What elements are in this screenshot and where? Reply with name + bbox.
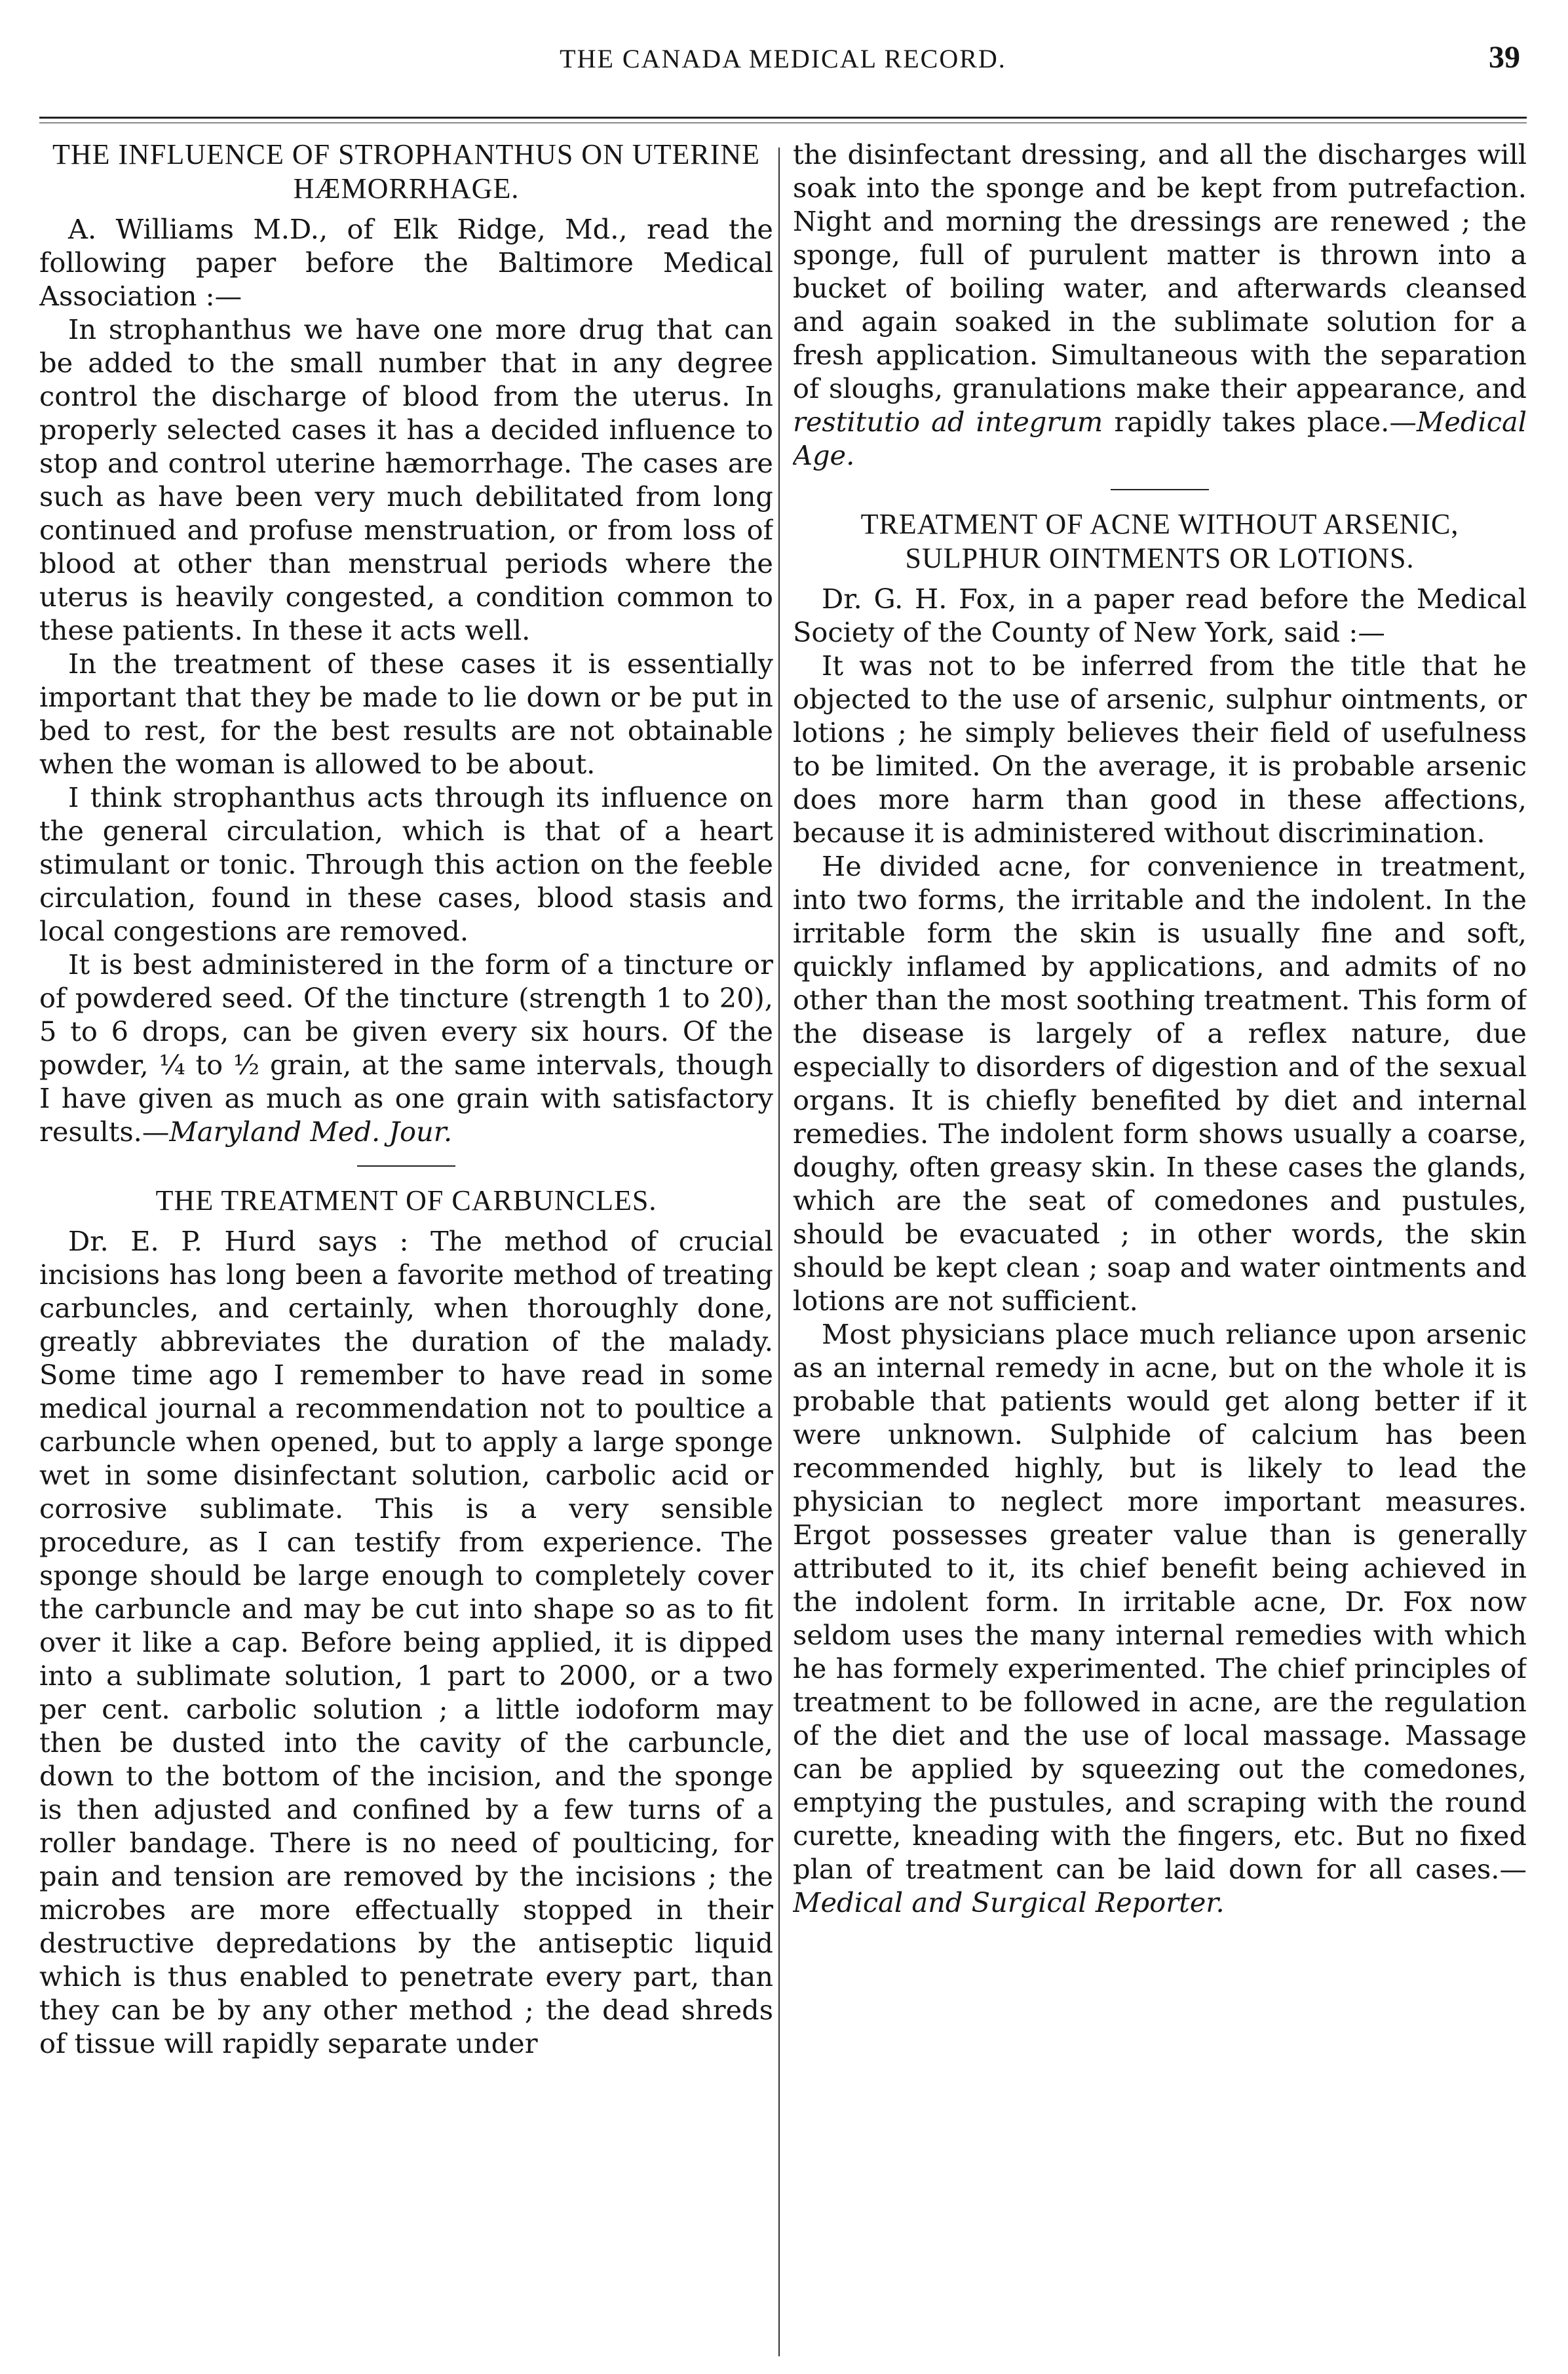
running-title: THE CANADA MEDICAL RECORD. <box>560 44 1006 73</box>
latin-phrase: restitutio ad integrum <box>793 406 1103 438</box>
paragraph: He divided acne, for convenience in treatment, into two forms, the irritable and the indolent. In the irritable form the skin is usually fine and soft, quickly inflamed by applications, and admits of no other than the most soothing treatment. This form of the disease is largely of a reflex nature, due especially to disorders of digestion and of the sexual organs. It is chiefly benefited by diet and internal remedies. The indolent form shows usually a coarse, doughy, often greasy skin. In these cases the glands, which are the seat of comedones and pustules, should be evacuated ; in other words, the skin should be kept clean ; soap and water ointments and lotions are not sufficient. <box>793 850 1527 1317</box>
article-title: THE TREATMENT OF CARBUNCLES. <box>155 1184 657 1216</box>
paragraph <box>793 138 1527 472</box>
page-number: 39 <box>1489 40 1520 75</box>
paragraph: A. Williams M.D., of Elk Ridge, Md., read the following paper before the Baltimore Medical Association :— <box>39 213 773 312</box>
paragraph: In the treatment of these cases it is essentially important that they be made to lie down or be put in bed to rest, for the best results are not obtainable when the woman is allowed to be about. <box>39 648 773 780</box>
paragraph: It was not to be inferred from the title that he objected to the use of arsenic, sulphur ointments, or lotions ; he simply believes their field of usefulness to be limited. On the average, it is probable arsenic does more harm than good in these affections, because it is administered without discrimination. <box>793 650 1527 849</box>
article-carbuncles <box>39 1184 773 2060</box>
column-divider <box>778 147 780 2356</box>
article-acne <box>793 507 1527 1919</box>
paragraph <box>793 1317 1527 1919</box>
section-separator <box>1111 489 1209 490</box>
article-carbuncles-continued <box>793 138 1527 472</box>
paragraph: I think strophanthus acts through its influence on the general circulation, which is that of a heart stimulant or tonic. Through this action on the feeble circulation, found in these cases, blood stasis and local congestions are removed. <box>39 781 773 947</box>
header-rule <box>39 117 1527 123</box>
source-citation: Medical Age. <box>793 406 1527 471</box>
paragraph-text: rapidly takes place.— <box>1114 406 1417 438</box>
paragraph: Dr. G. H. Fox, in a paper read before the Medical Society of the County of New York, said :— <box>793 583 1527 648</box>
source-citation: Medical and Surgical Reporter. <box>793 1886 1225 1918</box>
paragraph-text: the disinfectant dressing, and all the discharges will soak into the sponge and be kept from putrefaction. Night and morning the dressings are renewed ; the sponge, full of purulent matter is thrown into a bucket of boiling water, and afterwards cleansed and again soaked in the sublimate solution for a fresh application. Simultaneous with the separation of sloughs, granulations make their appearance, and <box>793 138 1527 404</box>
article-title: THE INFLUENCE OF STROPHANTHUS ON UTERINE HÆMORRHAGE. <box>52 138 761 204</box>
source-citation: Maryland Med. Jour. <box>169 1116 453 1148</box>
paragraph <box>39 948 773 1148</box>
paragraph-text: It is best administered in the form of a tincture or of powdered seed. Of the tincture (strength 1 to 20), 5 to 6 drops, can be given every six hours. Of the powder, ¼ to ½ grain, at the same intervals, though I have given as much as one grain with satisfactory results.— <box>39 948 773 1148</box>
paragraph: In strophanthus we have one more drug that can be added to the small number that in any degree control the discharge of blood from the uterus. In properly selected cases it has a decided influence to stop and control uterine hæmorrhage. The cases are such as have been very much debilitated from long continued and profuse menstruation, or from loss of blood at other than menstrual periods where the uterus is heavily congested, a condition common to these patients. In these it acts well. <box>39 313 773 646</box>
section-separator <box>357 1165 455 1167</box>
paragraph: Dr. E. P. Hurd says : The method of crucial incisions has long been a favorite method of treating carbuncles, and certainly, when thoroughly done, greatly abbreviates the duration of the malady. Some time ago I remember to have read in some medical journal a recommendation not to poultice a carbuncle when opened, but to apply a large sponge wet in some disinfectant solution, carbolic acid or corrosive sublimate. This is a very sensible procedure, as I can testify from experience. The sponge should be large enough to completely cover the carbuncle and may be cut into shape so as to fit over it like a cap. Before being applied, it is dipped into a sublimate solution, 1 part to 2000, or a two per cent. carbolic solution ; a little iodoform may then be dusted into the cavity of the carbuncle, down to the bottom of the incision, and the sponge is then adjusted and confined by a few turns of a roller bandage. There is no need of poulticing, for pain and tension are removed by the incisions ; the microbes are more effectually stopped in their destructive depredations by the antiseptic liquid which is thus enabled to penetrate every part, than they can be by any other method ; the dead shreds of tissue will rapidly separate under <box>39 1225 773 2059</box>
right-column <box>793 138 1527 2353</box>
article-title: TREATMENT OF ACNE WITHOUT ARSENIC, SULPHUR OINTMENTS OR LOTIONS. <box>860 508 1459 574</box>
article-strophanthus <box>39 138 773 1148</box>
paragraph-text: Most physicians place much reliance upon arsenic as an internal remedy in acne, but on the whole it is probable that patients would get along better if it were unknown. Sulphide of calcium has been recommended highly, but is likely to lead the physician to neglect more important measures. Ergot possesses greater value than is generally attributed to it, its chief benefit being achieved in the indolent form. In irritable acne, Dr. Fox now seldom uses the many internal remedies with which he has formely experimented. The chief principles of treatment to be followed in acne, are the regulation of the diet and the use of local massage. Massage can be applied by squeezing out the comedones, emptying the pustules, and scraping with the round curette, kneading with the fingers, etc. But no fixed plan of treatment can be laid down for all cases.— <box>793 1318 1527 1885</box>
page-header <box>39 38 1527 84</box>
left-column <box>39 138 773 2353</box>
